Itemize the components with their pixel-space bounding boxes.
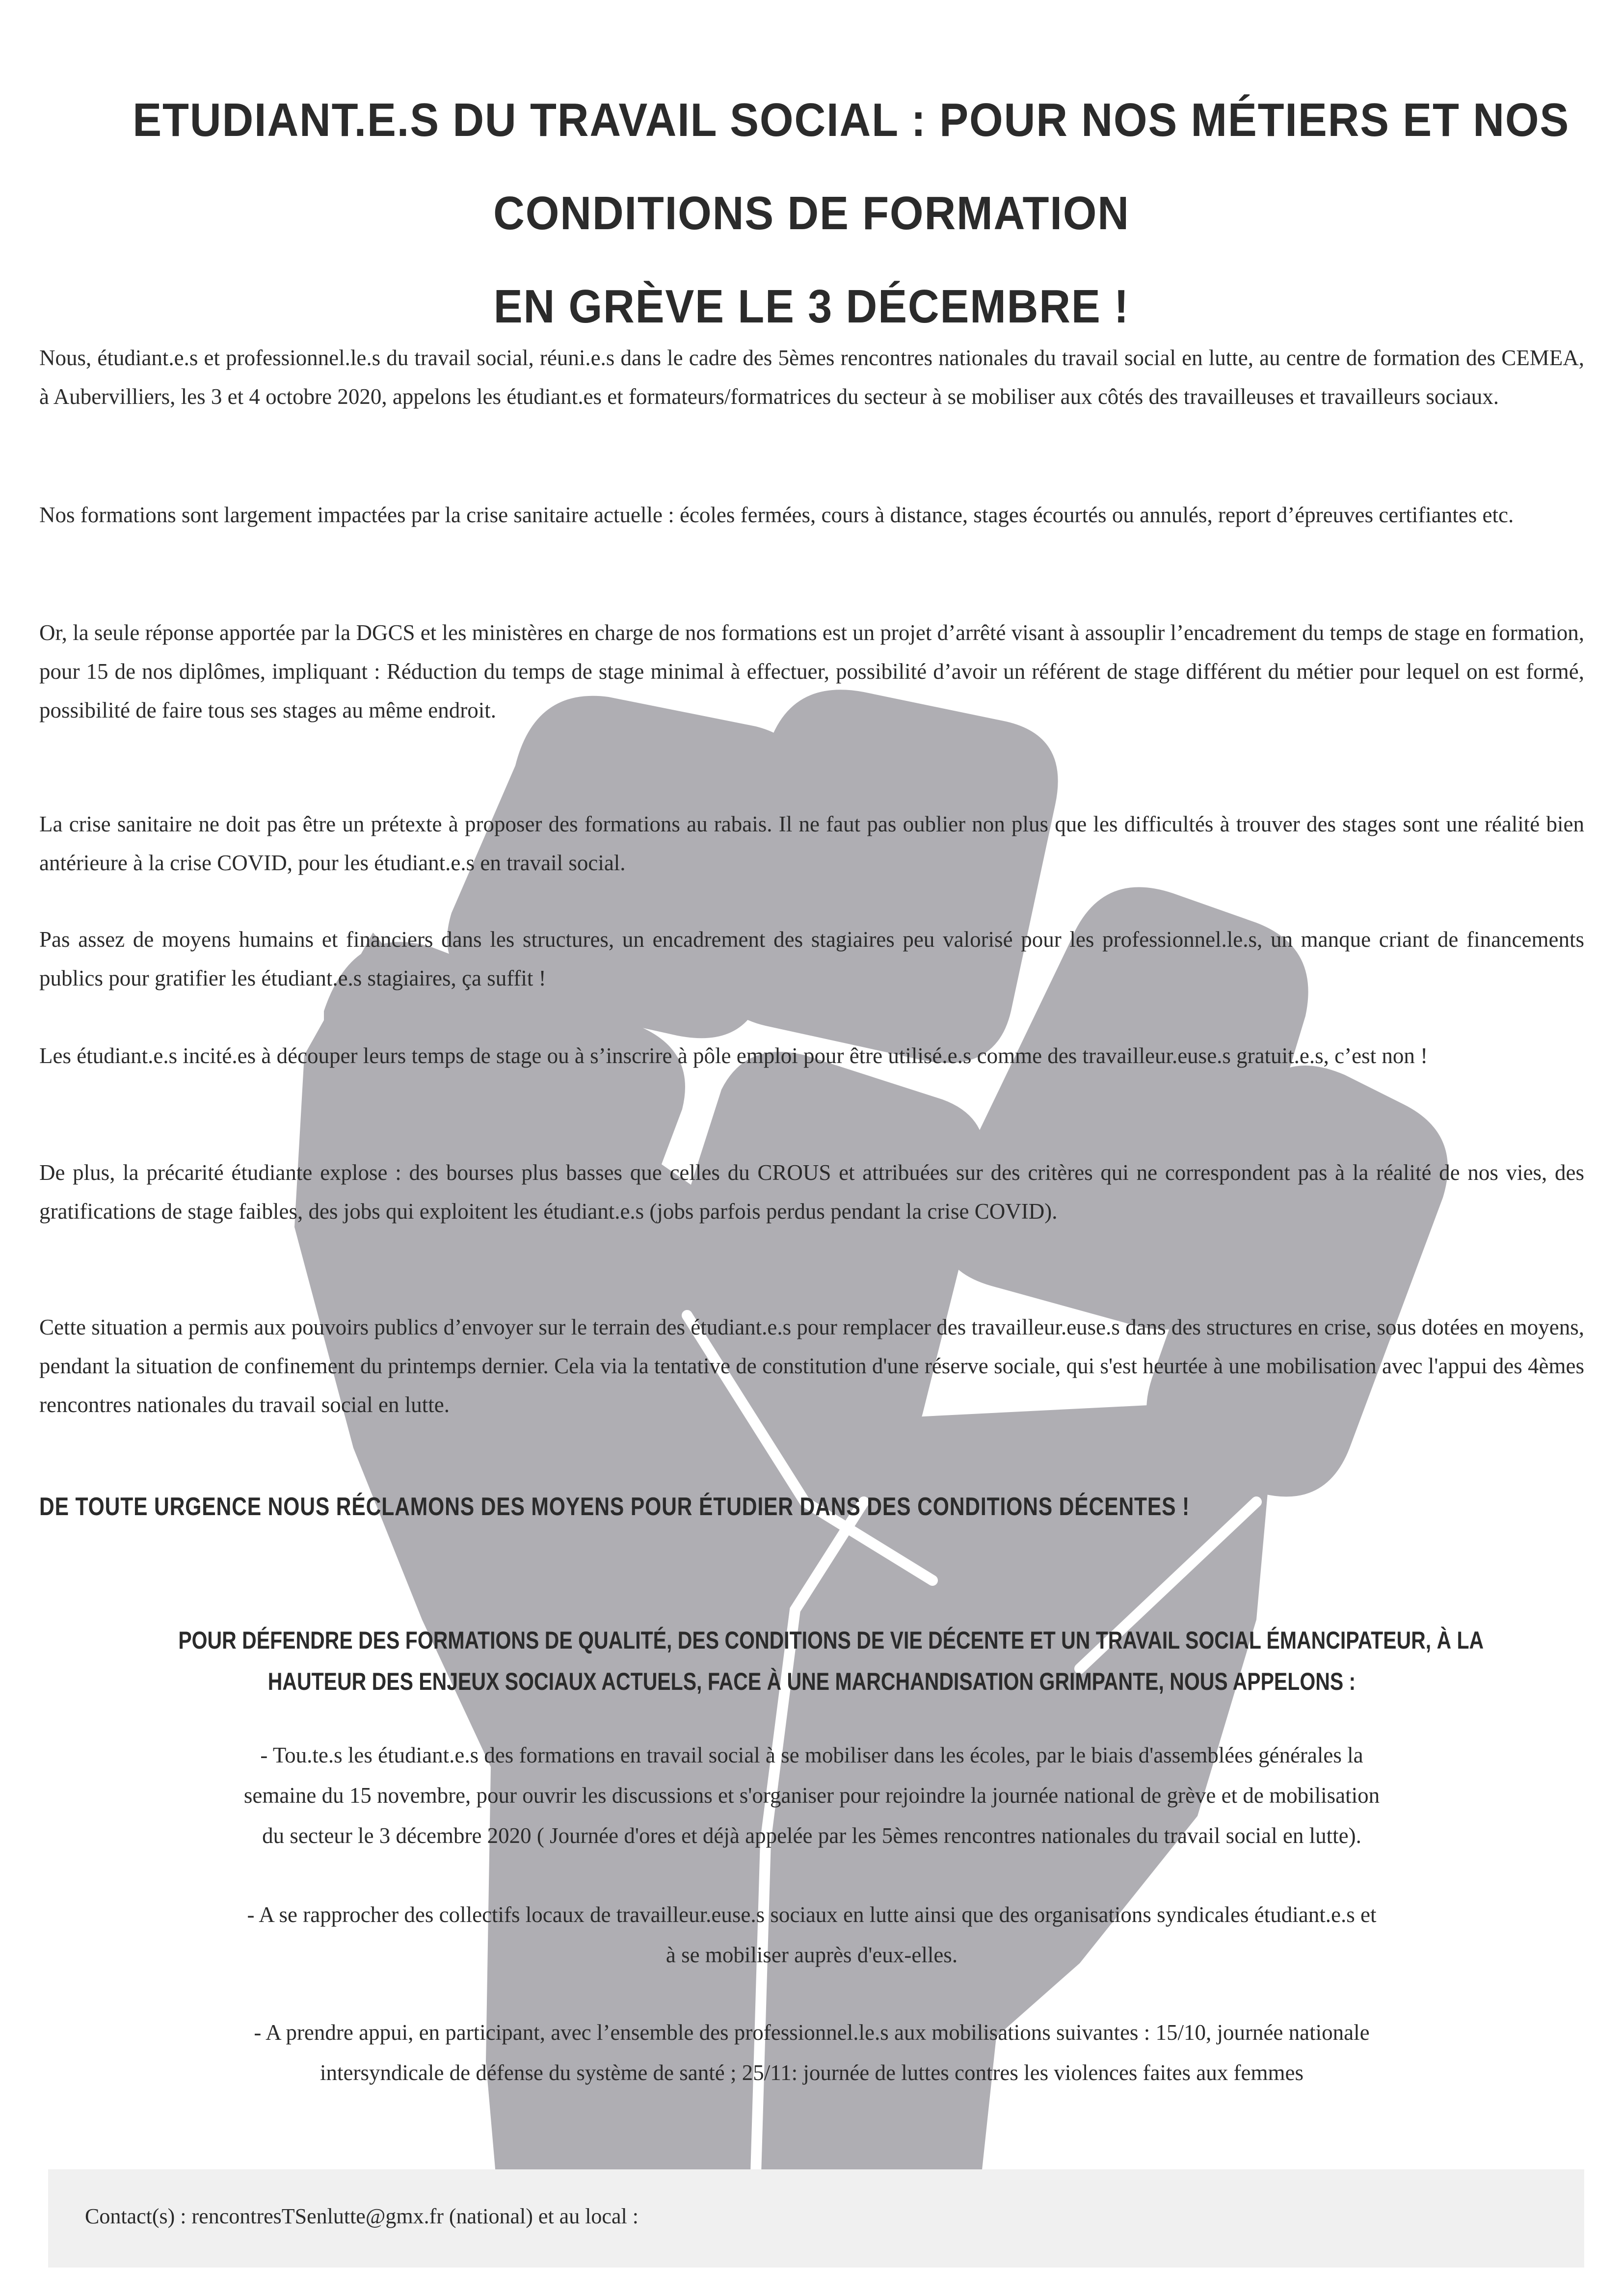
call-line: - Tou.te.s les étudiant.e.s des formations en travail social à se mobiliser dans les écoles, par le biais d'assemblées générales la [260, 1743, 1363, 1767]
call-item-mobilisations [29, 2012, 1594, 2093]
title-line-2: CONDITIONS DE FORMATION [493, 187, 1130, 240]
paragraph-precarite: De plus, la précarité étudiante explose : des bourses plus basses que celles du CROUS et attribuées sur des critères qui ne correspondent pas à la réalité de nos vies, des gratifications de stage faibles, des jobs qui exploitent les étudiant.e.s (jobs parfois perdus pendant la crise COVID). [39, 1160, 1584, 1224]
paragraph-situation: Cette situation a permis aux pouvoirs publics d’envoyer sur le terrain des étudiant.e.s pour remplacer des travailleur.euse.s dans des structures en crise, sous dotées en moyens, pendant la situation de confinement du printemps dernier. Cela via la tentative de constitution d'une réserve sociale, qui s'est heurtée à une mobilisation avec l'appui des 4èmes rencontres nationales du travail social en lutte. [39, 1315, 1584, 1417]
call-line: intersyndicale de défense du système de santé ; 25/11: journée de luttes contres les violences faites aux femmes [320, 2060, 1304, 2085]
call-item-students [29, 1735, 1594, 1856]
call-line: - A se rapprocher des collectifs locaux de travailleur.euse.s sociaux en lutte ainsi que des organisations syndicales étudiant.e.s et [247, 1902, 1377, 1927]
appel-heading [39, 1620, 1584, 1702]
paragraph-crise: La crise sanitaire ne doit pas être un prétexte à proposer des formations au rabais. Il ne faut pas oublier non plus que les difficultés à trouver des stages sont une réalité bien antérieure à la crise COVID, pour les étudiant.e.s en travail social. [39, 812, 1584, 875]
paragraph-moyens: Pas assez de moyens humains et financiers dans les structures, un encadrement des stagiaires peu valorisé pour les professionnel.le.s, un manque criant de financements publics pour gratifier les étudiant.e.s stagiaires, ça suffit ! [39, 927, 1584, 990]
call-line: à se mobiliser auprès d'eux-elles. [665, 1943, 958, 1967]
paragraph-dgcs: Or, la seule réponse apportée par la DGCS et les ministères en charge de nos formations est un projet d’arrêté visant à assouplir l’encadrement du temps de stage en formation, pour 15 de nos diplômes, impliquant : Réduction du temps de stage minimal à effectuer, possibilité d’avoir un référent de stage différent du métier pour lequel on est formé, possibilité de faire tous ses stages au même endroit. [39, 620, 1584, 722]
call-line: semaine du 15 novembre, pour ouvrir les discussions et s'organiser pour rejoindre la journée national de grève et de mobilisation [243, 1783, 1380, 1808]
page-title [133, 74, 1570, 353]
call-item-collectifs [29, 1895, 1594, 1975]
urgence-heading: DE TOUTE URGENCE NOUS RÉCLAMONS DES MOYENS POUR ÉTUDIER DANS DES CONDITIONS DÉCENTES ! [39, 1493, 1190, 1521]
call-line: - A prendre appui, en participant, avec l’ensemble des professionnel.le.s aux mobilisations suivantes : 15/10, journée nationale [254, 2020, 1370, 2045]
paragraph-intro: Nous, étudiant.e.s et professionnel.le.s du travail social, réuni.e.s dans le cadre des 5èmes rencontres nationales du travail social en lutte, au centre de formation des CEMEA, à Aubervilliers, les 3 et 4 octobre 2020, appelons les étudiant.es et formateurs/formatrices du secteur à se mobiliser aux côtés des travailleuses et travailleurs sociaux. [39, 346, 1584, 409]
paragraph-stage: Les étudiant.e.s incité.es à découper leurs temps de stage ou à s’inscrire à pôle emploi pour être utilisé.e.s comme des travailleur.euse.s gratuit.e.s, c’est non ! [39, 1043, 1428, 1068]
appel-line-2: HAUTEUR DES ENJEUX SOCIAUX ACTUELS, FACE À UNE MARCHANDISATION GRIMPANTE, NOUS APPELONS : [267, 1668, 1356, 1695]
appel-line-1: POUR DÉFENDRE DES FORMATIONS DE QUALITÉ, DES CONDITIONS DE VIE DÉCENTE ET UN TRAVAIL SOCIAL ÉMANCIPATEUR, À LA [178, 1627, 1484, 1654]
paragraph-impact: Nos formations sont largement impactées par la crise sanitaire actuelle : écoles fermées, cours à distance, stages écourtés ou annulés, report d’épreuves certifiantes etc. [39, 503, 1514, 527]
contact-box [48, 2169, 1584, 2268]
call-line: du secteur le 3 décembre 2020 ( Journée d'ores et déjà appelée par les 5èmes rencontres nationales du travail social en lutte). [262, 1823, 1361, 1848]
title-line-1: ETUDIANT.E.S DU TRAVAIL SOCIAL : POUR NOS MÉTIERS ET NOS [133, 94, 1570, 146]
title-line-3: EN GRÈVE LE 3 DÉCEMBRE ! [493, 280, 1130, 333]
contact-text: Contact(s) : rencontresTSenlutte@gmx.fr (national) et au local : [85, 2204, 639, 2228]
